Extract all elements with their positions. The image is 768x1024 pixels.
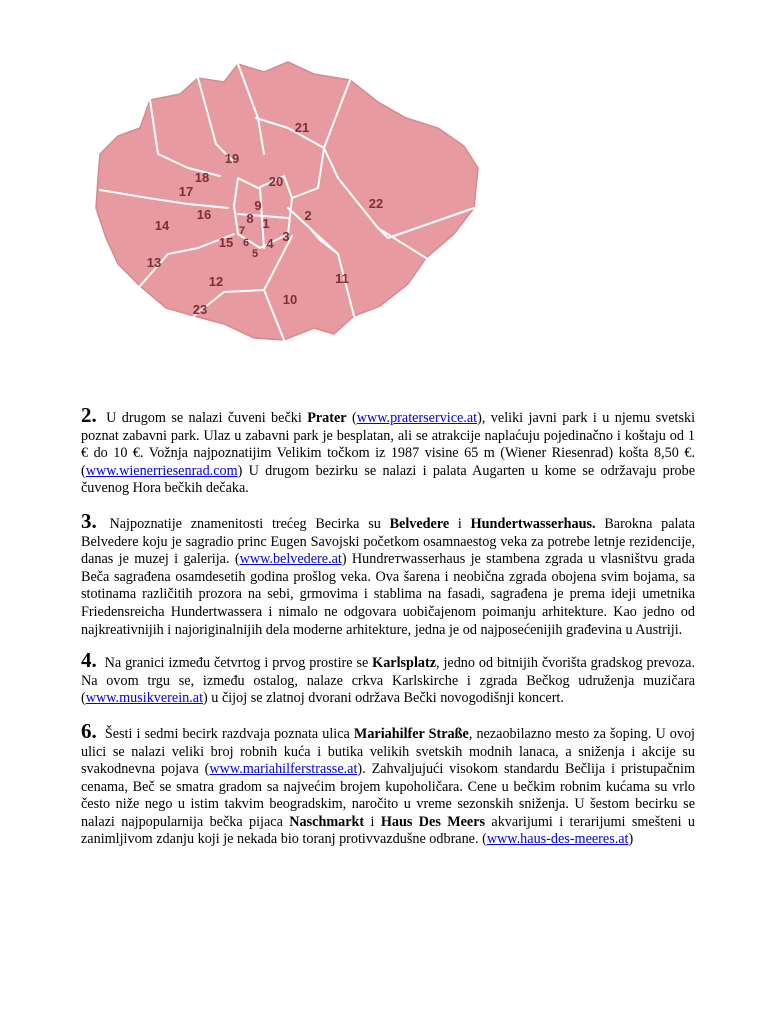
- text-span: ): [628, 831, 634, 848]
- district-label-12: 12: [208, 274, 224, 289]
- text-span: Barokna palata Belvedere koju je sagradio princ Eugen Savojski početkom osamnaestog veka za potrebe letnje rezidencije, danas je muzej i galerija. (: [81, 515, 695, 568]
- text-span: ), veliki javni park i u njemu svetski poznat zabavni park. Ulaz u zabavni park je besplatan, ali se atrakcije naplaćuju pojedinačno i koštaju od 1 € do 10 €. Vožnja najpoznatijim Velikim točkom iz 1987 visine 65 m (Wiener Riesenrad) košta 8,50 €. (: [81, 410, 696, 479]
- text-span: ) U drugom bezirku se nalazi i palata Augarten u kome se održavaju probe čuvenog Hora bečkih dečaka.: [81, 462, 695, 497]
- district-label-2: 2: [304, 208, 312, 223]
- district-label-11: 11: [335, 271, 349, 286]
- section-number: 6.: [81, 718, 97, 743]
- text-span: ). Zahvaljujući visokom standardu Bečlija i pristupačnim cenama, Beč se smatra gradom sa najvećim brojem kupoholičara. Cene u bečkim robnim kućama su vrlo često niže nego u istim takvim beogradskim, naročito u vreme sezonskih sniženja. U šestom becirku se nalazi najpopularnija bečka pijaca: [81, 761, 695, 830]
- district-label-21: 21: [294, 120, 310, 135]
- text-span: Šesti i sedmi becirk razdvaja poznata ulica: [100, 725, 354, 742]
- text-span: Najpoznatije znamenitosti trećeg Becirka su: [100, 515, 390, 532]
- bold-term: Haus Des Meers: [380, 813, 486, 830]
- article-body: [81, 403, 696, 863]
- link-belvedere[interactable]: www.belvedere.at: [239, 551, 342, 568]
- district-label-19: 19: [224, 151, 240, 166]
- section-number: 3.: [81, 508, 97, 533]
- text-span: akvarijumi i terarijumi smešteni u zanimljivom zdanju koji je nekada bio toranj protivvazdušne odbrane. (: [81, 813, 695, 848]
- link-haus-des-meeres[interactable]: www.haus-des-meeres.at: [486, 831, 629, 848]
- bold-term: Belvedere: [389, 515, 450, 532]
- bold-term: Naschmarkt: [289, 813, 365, 830]
- bold-term: Hundertwasserhaus.: [470, 515, 596, 532]
- text-span: ) u čijoj se zlatnoj dvorani održava Bečki novogodišnji koncert.: [203, 690, 564, 707]
- text-span: ) Hundrетwasserhaus je stambena zgrada u vlasništvu grada Beča sagrađena osamdesetih godina prošlog veka. Ova šarena i neobična zgrada obojena svim bojama, sa stotinama različitih prozora na sebi, grmovima i stablima na fasadi, sagrađena je prema ideji umetnika Friedensreicha Hundertwassera i nimalo ne odgovara uobičajenom poimanju arhitekture. Kao jedno od najkreativnijih i najoriginalnijih dela moderne arhitekture, jedna je od najposećenijih građevina u Austriji.: [81, 551, 695, 638]
- district-label-7: 7: [238, 225, 246, 237]
- paragraph-district-4: [81, 648, 695, 708]
- district-label-15: 15: [218, 235, 234, 250]
- district-label-23: 23: [192, 302, 208, 317]
- district-label-13: 13: [146, 255, 162, 270]
- paragraph-district-6: [81, 718, 695, 849]
- link-musikverein[interactable]: www.musikverein.at: [85, 690, 204, 707]
- paragraph-district-2: [81, 403, 696, 498]
- bold-term: Karlsplatz: [372, 655, 437, 672]
- text-span: , nezaobilazno mesto za šoping. U ovoj ulici se nalazi veliki broj robnih kuća i butika velikih svetskih modnih lanaca, a sniženja i akcije su svakodnevna pojava (: [81, 725, 695, 778]
- link-wienerriesenrad[interactable]: www.wienerriesenrad.com: [85, 462, 238, 479]
- text-span: U drugom se nalazi čuveni bečki: [100, 410, 308, 426]
- vienna-districts-map: [88, 58, 484, 348]
- district-label-5: 5: [251, 248, 259, 260]
- bold-term: Prater: [307, 410, 347, 426]
- district-label-14: 14: [154, 218, 170, 233]
- district-label-1: 1: [262, 216, 270, 231]
- text-span: (: [346, 410, 357, 426]
- district-label-20: 20: [268, 174, 284, 189]
- text-span: i: [449, 515, 471, 532]
- link-praterservice[interactable]: www.praterservice.at: [356, 410, 478, 426]
- text-span: i: [364, 813, 381, 830]
- section-number: 4.: [81, 648, 97, 673]
- district-label-3: 3: [282, 229, 290, 244]
- district-label-9: 9: [254, 198, 262, 213]
- district-label-6: 6: [242, 237, 250, 249]
- text-span: Na granici između četvrtog i prvog prostire se: [100, 655, 373, 672]
- section-number: 2.: [81, 403, 97, 427]
- district-label-10: 10: [282, 292, 298, 307]
- link-mariahilferstrasse[interactable]: www.mariahilferstrasse.at: [209, 761, 358, 778]
- district-label-8: 8: [246, 211, 254, 226]
- paragraph-district-3: [81, 508, 695, 639]
- bold-term: Mariahilfer Straße: [353, 725, 469, 742]
- district-label-4: 4: [266, 236, 274, 251]
- text-span: , jedno od bitnijih čvorišta gradskog prevoza. Na ovom trgu se, između ostalog, nalaze crkva Karlskirche i zgrada Bečkog udruženja muzičara (: [81, 655, 695, 707]
- district-label-17: 17: [178, 184, 194, 199]
- district-label-22: 22: [368, 196, 384, 211]
- district-label-16: 16: [196, 207, 212, 222]
- district-label-18: 18: [194, 170, 210, 185]
